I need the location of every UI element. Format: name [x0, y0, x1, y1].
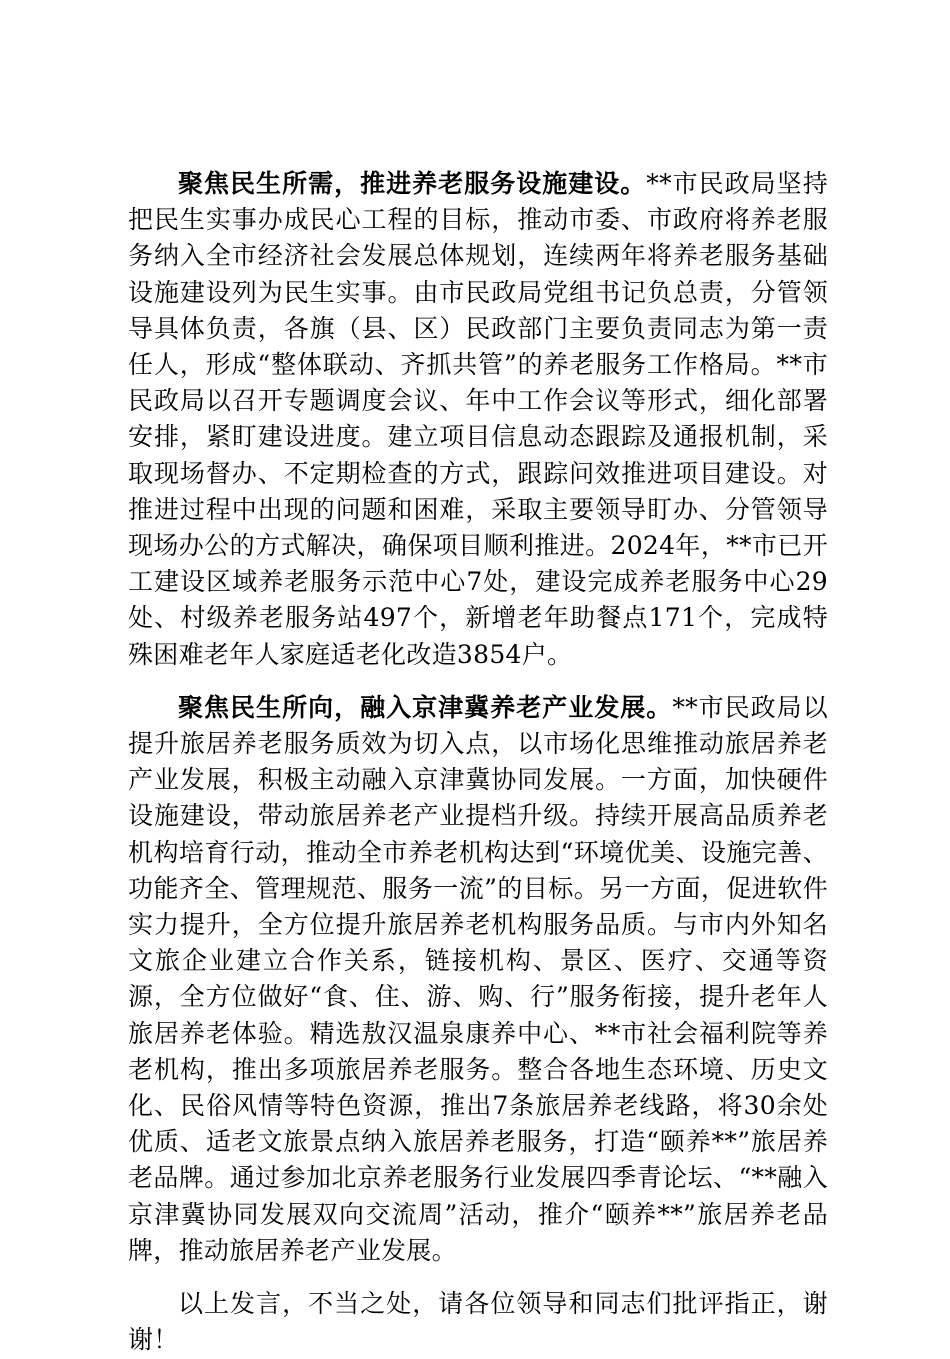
paragraph-text: 以上发言，不当之处，请各位领导和同志们批评指正，谢谢！	[128, 1289, 828, 1355]
paragraph-closing	[128, 1286, 828, 1358]
paragraph-heading: 聚焦民生所向，融入京津冀养老产业发展。	[178, 692, 673, 722]
paragraph-facilities	[128, 166, 828, 673]
document-body	[128, 166, 828, 1359]
paragraph-heading: 聚焦民生所需，推进养老服务设施建设。	[178, 169, 647, 198]
paragraph-text: **市民政局坚持把民生实事办成民心工程的目标，推动市委、市政府将养老服务纳入全市经济社会发展总体规划，连续两年将养老服务基础设施建设列为民生实事。由市民政局党组书记负总责，分管领导具体负责，各旗（县、区）民政部门主要负责同志为第一责任人，形成“整体联动、齐抓共管”的养老服务工作格局。**市民政局以召开专题调度会议、年中工作会议等形式，细化部署安排，紧盯建设进度。建立项目信息动态跟踪及通报机制，采取现场督办、不定期检查的方式，跟踪问效推进项目建设。对推进过程中出现的问题和困难，采取主要领导盯办、分管领导现场办公的方式解决，确保项目顺利推进。2024年，**市已开工建设区域养老服务示范中心7处，建设完成养老服务中心29处、村级养老服务站497个，新增老年助餐点171个，完成特殊困难老年人家庭适老化改造3854户。	[128, 169, 828, 669]
paragraph-text: **市民政局以提升旅居养老服务质效为切入点，以市场化思维推动旅居养老产业发展，积极主动融入京津冀协同发展。一方面，加快硬件设施建设，带动旅居养老产业提档升级。持续开展高品质养老机构培育行动，推动全市养老机构达到“环境优美、设施完善、功能齐全、管理规范、服务一流”的目标。另一方面，促进软件实力提升，全方位提升旅居养老机构服务品质。与市内外知名文旅企业建立合作关系，链接机构、景区、医疗、交通等资源，全方位做好“食、住、游、购、行”服务衔接，提升老年人旅居养老体验。精选敖汉温泉康养中心、**市社会福利院等养老机构，推出多项旅居养老服务。整合各地生态环境、历史文化、民俗风情等特色资源，推出7条旅居养老线路，将30余处优质、适老文旅景点纳入旅居养老服务，打造“颐养**”旅居养老品牌。通过参加北京养老服务行业发展四季青论坛、“**融入京津冀协同发展双向交流周”活动，推介“颐养**”旅居养老品牌，推动旅居养老产业发展。	[128, 692, 828, 1265]
paragraph-industry	[128, 690, 828, 1269]
